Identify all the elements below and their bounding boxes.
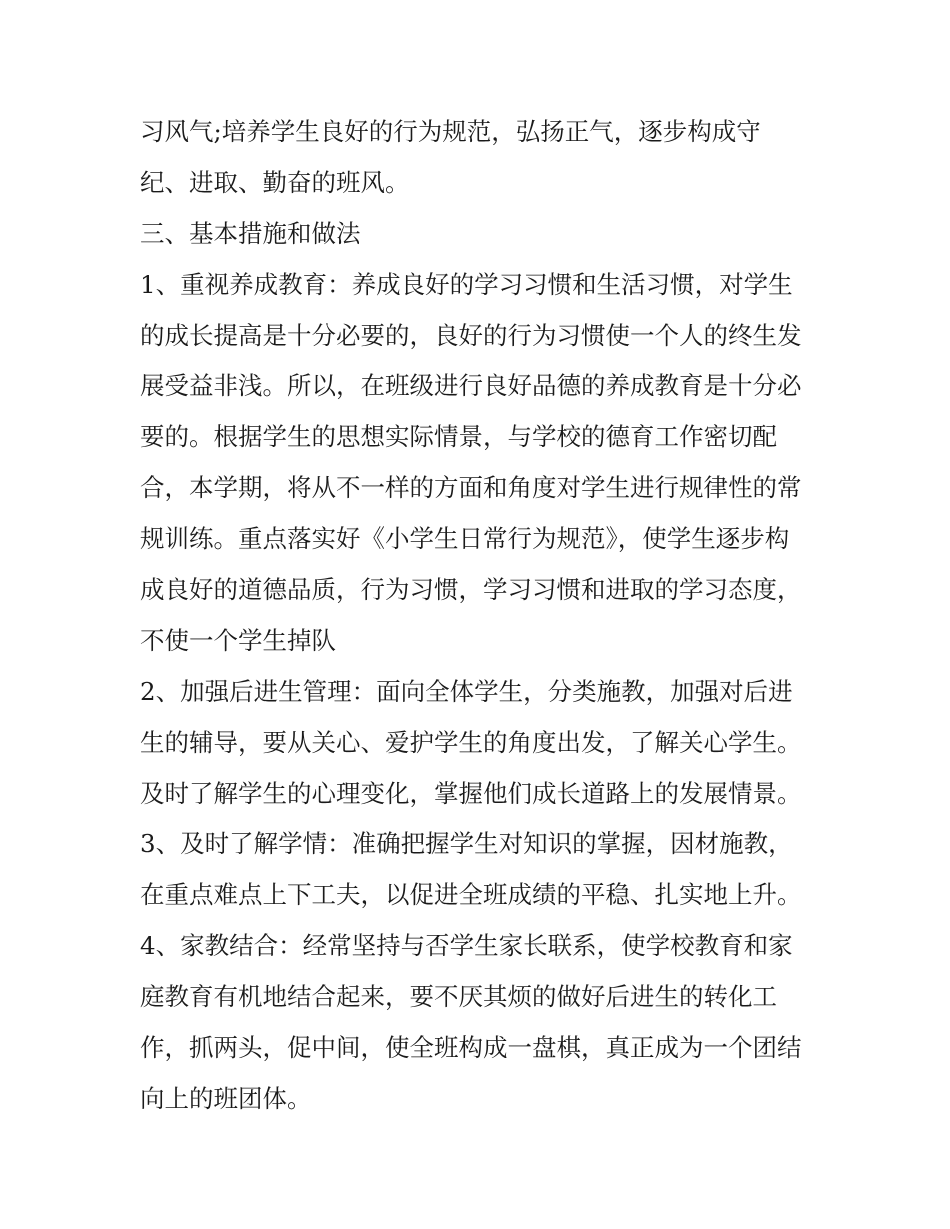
text-line: 不使一个学生掉队 [140,625,336,655]
section-heading: 三、基本措施和做法 [140,218,361,248]
text-line: 纪、进取、勤奋的班风。 [140,167,410,197]
text-line: 展受益非浅。所以，在班级进行良好品德的养成教育是十分必 [140,371,802,401]
text-line: 1、重视养成教育：养成良好的学习习惯和生活习惯，对学生 [140,269,793,299]
text-line: 在重点难点上下工夫，以促进全班成绩的平稳、扎实地上升。 [140,880,802,910]
text-line: 4、家教结合：经常坚持与否学生家长联系，使学校教育和家 [140,931,793,961]
body-text [140,107,820,1125]
text-line: 2、加强后进生管理：面向全体学生，分类施教，加强对后进 [140,676,793,706]
text-line: 向上的班团体。 [140,1083,312,1113]
text-line: 习风气;培养学生良好的行为规范，弘扬正气，逐步构成守 [140,117,761,146]
text-line: 作，抓两头，促中间，使全班构成一盘棋，真正成为一个团结 [140,1033,802,1063]
text-line: 生的辅导，要从关心、爱护学生的角度出发，了解关心学生。 [140,727,802,757]
text-line: 成良好的道德品质，行为习惯，学习习惯和进取的学习态度， [140,575,802,605]
text-line: 庭教育有机地结合起来，要不厌其烦的做好后进生的转化工 [140,982,777,1012]
text-line: 要的。根据学生的思想实际情景，与学校的德育工作密切配 [140,422,777,452]
text-line: 3、及时了解学情：准确把握学生对知识的掌握，因材施教， [140,829,793,859]
text-line: 规训练。重点落实好《小学生日常行为规范》，使学生逐步构 [140,524,790,554]
text-line: 及时了解学生的心理变化，掌握他们成长道路上的发展情景。 [140,778,802,808]
text-line: 合，本学期，将从不一样的方面和角度对学生进行规律性的常 [140,473,802,503]
text-line: 的成长提高是十分必要的，良好的行为习惯使一个人的终生发 [140,320,802,350]
